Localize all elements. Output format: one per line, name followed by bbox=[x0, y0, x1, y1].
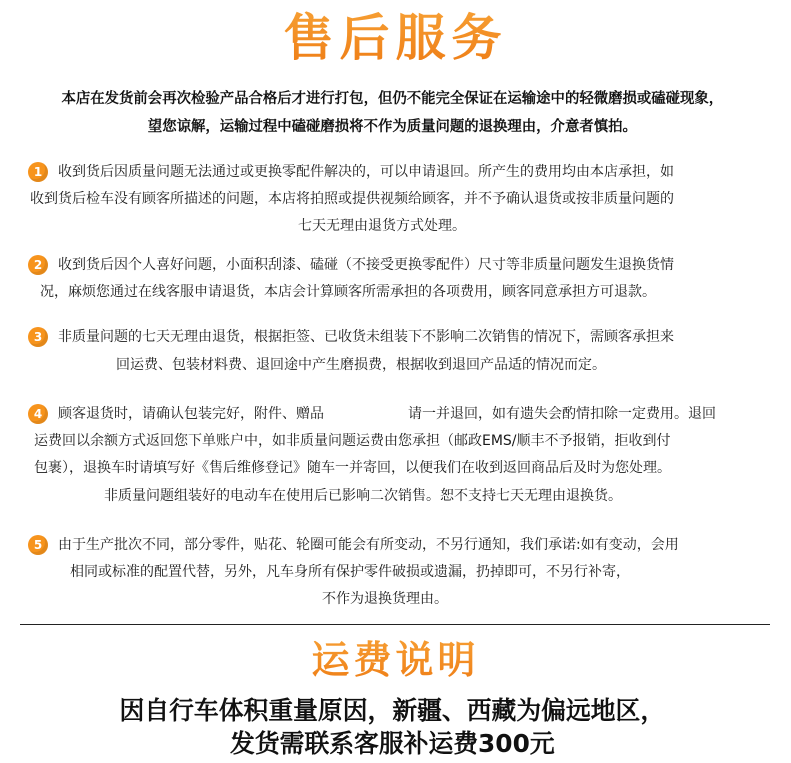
item-line: 收到货后因个人喜好问题，小面积刮漆、磕碰（不接受更换零配件）尺寸等非质量问题发生退换货情 bbox=[58, 257, 674, 273]
item-line: 非质量问题组装好的电动车在使用后已影响二次销售。恕不支持七天无理由退换货。 bbox=[104, 488, 622, 504]
item-line: 由于生产批次不同，部分零件，贴花、轮圈可能会有所变动，不另行通知，我们承诺:如有变动，会用 bbox=[58, 537, 679, 553]
shipping-line-2: 发货需联系客服补运费300元 bbox=[230, 729, 555, 758]
number-badge: 5 bbox=[28, 535, 48, 555]
item-line: 非质量问题的七天无理由退货，根据拒签、已收货未组装下不影响二次销售的情况下，需顾客承担来 bbox=[58, 329, 674, 345]
item-line: 回运费、包装材料费、退回途中产生磨损费，根据收到退回产品适的情况而定。 bbox=[116, 357, 606, 373]
item-line: 七天无理由退货方式处理。 bbox=[298, 218, 466, 234]
item-line: 收到货后因质量问题无法通过或更换零配件解决的，可以申请退回。所产生的费用均由本店承担，如 bbox=[58, 164, 674, 180]
item-line: 不作为退换货理由。 bbox=[322, 591, 448, 607]
section-divider bbox=[20, 624, 770, 625]
item-line: 相同或标准的配置代替，另外，凡车身所有保护零件破损或遗漏，扔掉即可，不另行补寄， bbox=[70, 564, 630, 580]
item-line: 包裹），退换车时请填写好《售后维修登记》随车一并寄回，以便我们在收到返回商品后及时为您处理。 bbox=[34, 460, 671, 476]
page-title: 售后服务 bbox=[0, 6, 791, 70]
item-line: 顾客退货时，请确认包装完好，附件、赠品 bbox=[58, 406, 324, 422]
item-line: 请一并退回，如有遗失会酌情扣除一定费用。退回 bbox=[408, 406, 716, 422]
number-badge: 2 bbox=[28, 255, 48, 275]
item-line: 运费回以余额方式返回您下单账户中，如非质量问题运费由您承担（邮政EMS/顺丰不予报销，拒收到付 bbox=[34, 433, 671, 449]
shipping-title: 运费说明 bbox=[0, 632, 791, 688]
shipping-line-1: 因自行车体积重量原因，新疆、西藏为偏远地区， bbox=[119, 696, 666, 725]
intro-line-1: 本店在发货前会再次检验产品合格后才进行打包，但仍不能完全保证在运输途中的轻微磨损或磕碰现象， bbox=[61, 91, 724, 107]
item-line: 收到货后检车没有顾客所描述的问题，本店将拍照或提供视频给顾客，并不予确认退货或按非质量问题的 bbox=[30, 191, 674, 207]
intro-line-2: 望您谅解，运输过程中磕碰磨损将不作为质量问题的退换理由，介意者慎拍。 bbox=[147, 119, 637, 135]
number-badge: 3 bbox=[28, 327, 48, 347]
item-line: 况，麻烦您通过在线客服申请退货，本店会计算顾客所需承担的各项费用，顾客同意承担方可退款。 bbox=[40, 284, 656, 300]
number-badge: 4 bbox=[28, 404, 48, 424]
number-badge: 1 bbox=[28, 162, 48, 182]
